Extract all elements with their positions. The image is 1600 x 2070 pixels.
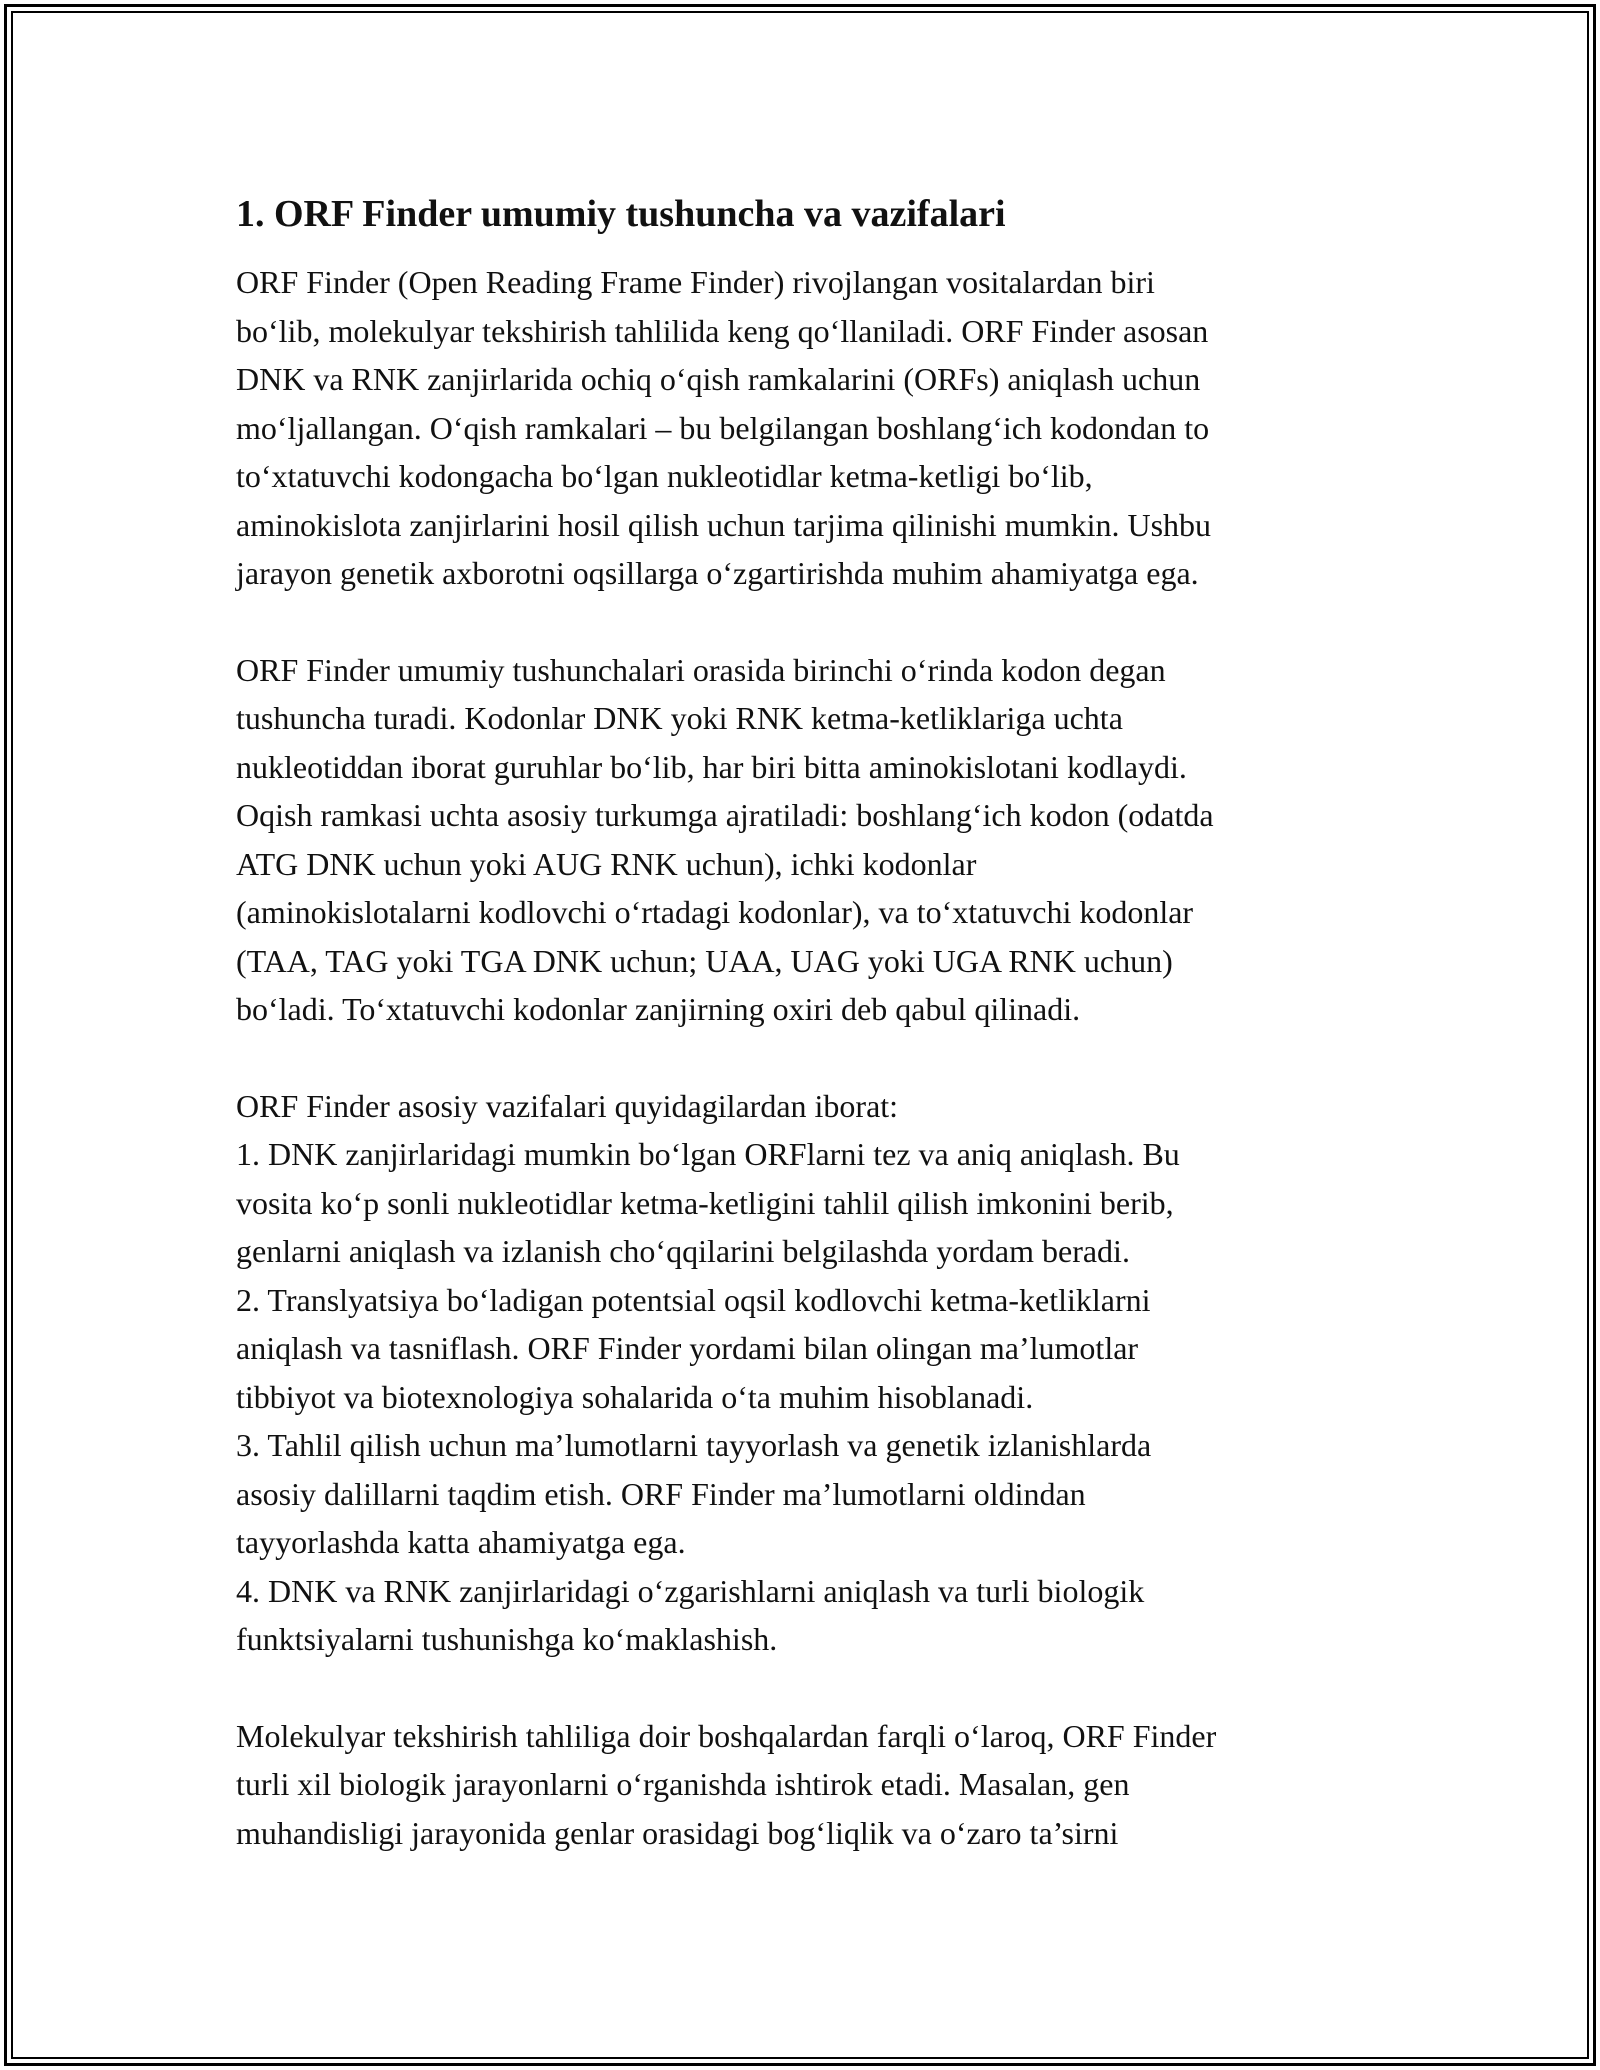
text-line: DNK va RNK zanjirlarida ochiq o‘qish ramkalarini (ORFs) aniqlash uchun xyxy=(236,361,1201,397)
paragraph-container xyxy=(236,258,1376,1857)
section-heading: 1. ORF Finder umumiy tushuncha va vazifalari xyxy=(236,193,1006,235)
text-line: tayyorlashda katta ahamiyatga ega. xyxy=(236,1524,686,1560)
text-line: muhandisligi jarayonida genlar orasidagi bog‘liqlik va o‘zaro ta’sirni xyxy=(236,1814,1119,1851)
text-line: jarayon genetik axborotni oqsillarga o‘zgartirishda muhim ahamiyatga ega. xyxy=(236,555,1199,591)
text-line: Molekulyar tekshirish tahliliga doir boshqalardan farqli o‘laroq, ORF Finder xyxy=(236,1717,1217,1754)
text-line: ORF Finder (Open Reading Frame Finder) rivojlangan vositalardan biri xyxy=(236,264,1155,300)
paragraph-4 xyxy=(236,1712,1376,1858)
text-line: mo‘ljallangan. O‘qish ramkalari – bu belgilangan boshlang‘ich kodondan to xyxy=(236,409,1210,446)
text-line: (aminokislotalarni kodlovchi o‘rtadagi kodonlar), va to‘xtatuvchi kodonlar xyxy=(236,894,1194,930)
text-line: nukleotiddan iborat guruhlar bo‘lib, har biri bitta aminokislotani kodlaydi. xyxy=(236,748,1187,785)
text-line: 2. Translyatsiya bo‘ladigan potentsial oqsil kodlovchi ketma-ketliklarni xyxy=(236,1281,1151,1318)
document-body xyxy=(236,190,1376,1905)
paragraph-1 xyxy=(236,258,1376,598)
text-line: tibbiyot va biotexnologiya sohalarida o‘ta muhim hisoblanadi. xyxy=(236,1378,1034,1415)
text-line: to‘xtatuvchi kodongacha bo‘lgan nukleotidlar ketma-ketligi bo‘lib, xyxy=(236,458,1093,494)
text-line: tushuncha turadi. Kodonlar DNK yoki RNK ketma-ketliklariga uchta xyxy=(236,700,1123,736)
text-line: vosita ko‘p sonli nukleotidlar ketma-ketligini tahlil qilish imkonini berib, xyxy=(236,1184,1174,1221)
text-line: ORF Finder asosiy vazifalari quyidagilardan iborat: xyxy=(236,1087,899,1124)
text-line: bo‘ladi. To‘xtatuvchi kodonlar zanjirning oxiri deb qabul qilinadi. xyxy=(236,991,1081,1027)
text-line: aniqlash va tasniflash. ORF Finder yordami bilan olingan ma’lumotlar xyxy=(236,1330,1139,1366)
text-line: (TAA, TAG yoki TGA DNK uchun; UAA, UAG yoki UGA RNK uchun) xyxy=(236,942,1173,979)
text-line: ATG DNK uchun yoki AUG RNK uchun), ichki kodonlar xyxy=(236,845,977,882)
paragraph-2 xyxy=(236,646,1376,1034)
text-line: ORF Finder umumiy tushunchalari orasida birinchi o‘rinda kodon degan xyxy=(236,651,1166,688)
text-line: 1. DNK zanjirlaridagi mumkin bo‘lgan ORFlarni tez va aniq aniqlash. Bu xyxy=(236,1136,1180,1172)
text-line: 4. DNK va RNK zanjirlaridagi o‘zgarishlarni aniqlash va turli biologik xyxy=(236,1572,1145,1609)
text-line: 3. Tahlil qilish uchun ma’lumotlarni tayyorlash va genetik izlanishlarda xyxy=(236,1427,1152,1463)
text-line: genlarni aniqlash va izlanish cho‘qqilarini belgilashda yordam beradi. xyxy=(236,1233,1130,1269)
text-line: bo‘lib, molekulyar tekshirish tahlilida keng qo‘llaniladi. ORF Finder asosan xyxy=(236,312,1209,349)
text-line: aminokislota zanjirlarini hosil qilish uchun tarjima qilinishi mumkin. Ushbu xyxy=(236,506,1212,543)
text-line: asosiy dalillarni taqdim etish. ORF Finder ma’lumotlarni oldindan xyxy=(236,1475,1086,1512)
paragraph-3 xyxy=(236,1082,1376,1664)
text-line: turli xil biologik jarayonlarni o‘rganishda ishtirok etadi. Masalan, gen xyxy=(236,1766,1130,1802)
text-line: funktsiyalarni tushunishga ko‘maklashish. xyxy=(236,1621,778,1657)
text-line: Oqish ramkasi uchta asosiy turkumga ajratiladi: boshlang‘ich kodon (odatda xyxy=(236,797,1214,833)
